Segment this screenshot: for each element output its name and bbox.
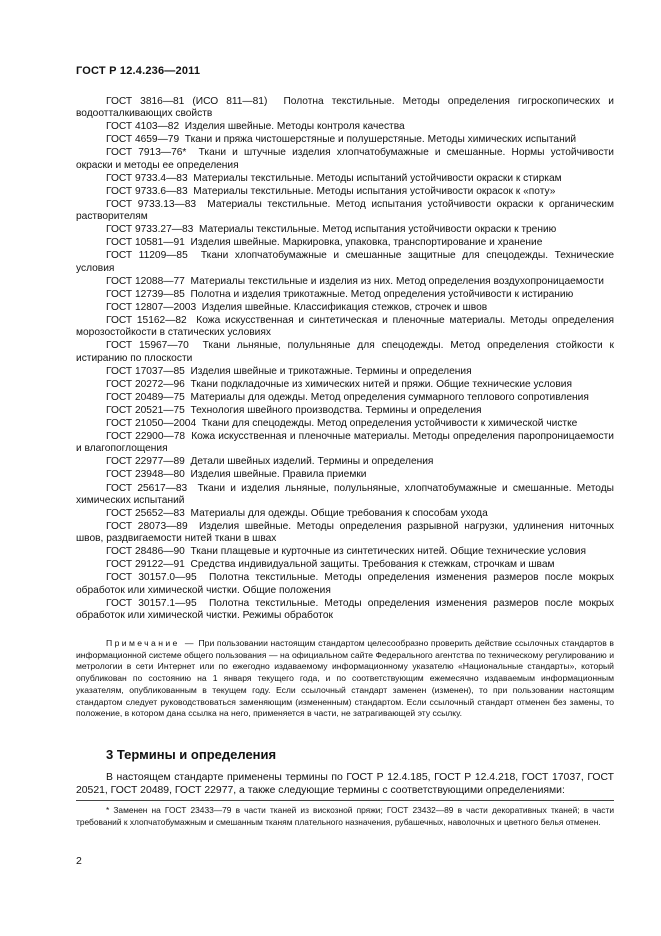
reference-item xyxy=(76,572,614,596)
reference-title: Ткани и штучные изделия хлопчатобумажные и смешанные. Нормы устойчивости окраски и методы ее определения xyxy=(76,147,614,171)
reference-item xyxy=(76,418,614,430)
reference-code: ГОСТ 25617—83 xyxy=(106,482,188,494)
reference-code: ГОСТ 29122—91 xyxy=(106,559,185,571)
reference-item xyxy=(76,598,614,622)
reference-title: Детали швейных изделий. Термины и определения xyxy=(190,456,434,468)
reference-title: Кожа искусственная и синтетическая и пленочные материалы. Методы определения морозостойкости в статических условиях xyxy=(76,315,614,339)
reference-code: ГОСТ 4659—79 xyxy=(106,134,180,146)
reference-item xyxy=(76,289,614,301)
reference-code: ГОСТ 9733.6—83 xyxy=(106,185,188,197)
reference-item xyxy=(76,508,614,520)
reference-title: Кожа искусственная и пленочные материалы. Методы определения паропроницаемости и влагопоглощения xyxy=(76,431,614,455)
reference-item xyxy=(76,250,614,274)
reference-item xyxy=(76,134,614,146)
note-text: При пользовании настоящим стандартом целесообразно проверить действие ссылочных стандартов в информационной системе общего пользования — на официальном сайте Федерального агентства по техническому регулированию и метрологии в сети Интернет или по ежегодно издаваемому информационному указателю «Национальные стандарты», который опубликован по состоянию на 1 января текущего года, и по соответствующим ежемесячно издаваемым информационным указателям, опубликованным в текущем году. Если ссылочный стандарт заменен (изменен), то при пользовании настоящим стандартом следует руководствоваться заменяющим (измененным) стандартом. Если ссылочный стандарт отменен без замены, то положение, в котором дана ссылка на него, применяется в части, не затрагивающей эту ссылку. xyxy=(76,638,614,719)
reference-item xyxy=(76,469,614,481)
reference-title: Изделия швейные. Правила приемки xyxy=(190,469,367,481)
reference-code: ГОСТ 28073—89 xyxy=(106,520,188,532)
reference-code: ГОСТ 20489—75 xyxy=(106,391,185,403)
reference-title: Материалы текстильные. Метод испытания устойчивости окраски к органическим растворителям xyxy=(76,198,614,223)
normative-references-list xyxy=(76,96,614,623)
reference-item xyxy=(76,405,614,417)
reference-title: Материалы текстильные и изделия из них. Метод определения воздухопроницаемости xyxy=(190,275,604,287)
reference-code: ГОСТ 9733.4—83 xyxy=(106,172,188,184)
reference-code: ГОСТ 11209—85 xyxy=(106,250,188,262)
reference-title: Полотна текстильные. Методы определения гигроскопических и водоотталкивающих свойств xyxy=(76,96,614,120)
reference-code: ГОСТ 12088—77 xyxy=(106,275,185,287)
reference-code: ГОСТ 7913—76* xyxy=(106,147,187,159)
reference-title: Ткани и пряжа чистошерстяные и полушерстяные. Методы химических испытаний xyxy=(184,134,577,146)
reference-code: ГОСТ 30157.0—95 xyxy=(106,572,197,584)
reference-title: Изделия швейные. Классификация стежков, строчек и швов xyxy=(201,301,488,313)
reference-title: Полотна и изделия трикотажные. Метод определения устойчивости к истиранию xyxy=(190,288,574,300)
note-paragraph xyxy=(76,638,614,720)
reference-code: ГОСТ 9733.27—83 xyxy=(106,224,194,236)
reference-title: Средства индивидуальной защиты. Требования к стежкам, строчкам и швам xyxy=(190,559,555,571)
reference-item xyxy=(76,96,614,120)
reference-code: ГОСТ 10581—91 xyxy=(106,237,185,249)
reference-title: Технология швейного производства. Термины и определения xyxy=(190,404,482,416)
reference-title: Материалы текстильные. Методы испытания устойчивости окрасок к «поту» xyxy=(193,185,556,197)
footnote-divider xyxy=(76,800,614,801)
reference-item xyxy=(76,147,614,171)
reference-item xyxy=(76,121,614,133)
reference-code: ГОСТ 12739—85 xyxy=(106,288,185,300)
reference-code: ГОСТ 3816—81 (ИСО 811—81) xyxy=(106,96,268,107)
reference-title: Ткани льняные, полульняные для спецодежды. Метод определения стойкости к истиранию по плоскости xyxy=(76,340,614,364)
reference-code: ГОСТ 23948—80 xyxy=(106,469,185,481)
reference-title: Ткани для спецодежды. Метод определения устойчивости к химической чистке xyxy=(201,418,578,429)
reference-item xyxy=(76,366,614,378)
reference-title: Материалы для одежды. Метод определения суммарного теплового сопротивления xyxy=(190,391,589,403)
reference-title: Ткани и изделия льняные, полульняные, хлопчатобумажные и смешанные. Методы химических испытаний xyxy=(76,482,614,506)
reference-title: Полотна текстильные. Методы определения изменения размеров после мокрых обработок или химической чистки. Общие положения xyxy=(76,572,614,596)
reference-code: ГОСТ 20521—75 xyxy=(106,404,185,416)
reference-title: Материалы текстильные. Методы испытаний устойчивости окраски к стиркам xyxy=(193,172,562,184)
reference-title: Ткани подкладочные из химических нитей и пряжи. Общие технические условия xyxy=(190,378,572,390)
reference-code: ГОСТ 17037—85 xyxy=(106,365,185,377)
reference-code: ГОСТ 15967—70 xyxy=(106,340,189,352)
reference-item xyxy=(76,379,614,391)
reference-item xyxy=(76,276,614,288)
reference-item xyxy=(76,173,614,185)
reference-item xyxy=(76,521,614,545)
reference-code: ГОСТ 22977—89 xyxy=(106,456,185,468)
reference-item xyxy=(76,237,614,249)
reference-item xyxy=(76,199,614,223)
reference-title: Изделия швейные. Методы определения разрывной нагрузки, удлинения ниточных швов, раздвигаемости нитей ткани в швах xyxy=(76,520,614,545)
reference-code: ГОСТ 22900—78 xyxy=(106,431,186,443)
reference-title: Изделия швейные. Методы контроля качества xyxy=(184,121,405,133)
reference-code: ГОСТ 30157.1—95 xyxy=(106,597,197,609)
reference-item xyxy=(76,224,614,236)
reference-title: Ткани хлопчатобумажные и смешанные защитные для спецодежды. Технические условия xyxy=(76,250,614,274)
reference-title: Материалы для одежды. Общие требования к способам ухода xyxy=(190,507,488,519)
reference-code: ГОСТ 9733.13—83 xyxy=(106,198,197,210)
reference-title: Материалы текстильные. Метод испытания устойчивости окраски к трению xyxy=(198,224,557,236)
reference-item xyxy=(76,186,614,198)
reference-item xyxy=(76,546,614,558)
page-number: 2 xyxy=(76,855,82,867)
footnote: * Заменен на ГОСТ 23433—79 в части тканей из вискозной пряжи; ГОСТ 23432—89 в части декоративных тканей; в части требований к хлопчатобумажным и смешанным тканям плательного назначения, рубашечных, наволочных и цветного белья отменен. xyxy=(76,805,614,827)
reference-item xyxy=(76,431,614,455)
reference-code: ГОСТ 4103—82 xyxy=(106,121,180,133)
reference-code: ГОСТ 12807—2003 xyxy=(106,301,197,313)
reference-code: ГОСТ 20272—96 xyxy=(106,378,185,390)
reference-item xyxy=(76,302,614,314)
reference-title: Ткани плащевые и курточные из синтетических нитей. Общие технические условия xyxy=(190,546,587,558)
reference-code: ГОСТ 28486—90 xyxy=(106,546,185,558)
reference-title: Изделия швейные и трикотажные. Термины и определения xyxy=(190,365,472,377)
reference-item xyxy=(76,456,614,468)
document-header: ГОСТ Р 12.4.236—2011 xyxy=(76,65,201,77)
reference-title: Изделия швейные. Маркировка, упаковка, транспортирование и хранение xyxy=(190,237,543,249)
reference-code: ГОСТ 15162—82 xyxy=(106,315,187,327)
reference-title: Полотна текстильные. Методы определения изменения размеров после мокрых обработок или химической чистки. Режимы обработок xyxy=(76,597,614,621)
reference-item xyxy=(76,559,614,571)
reference-item xyxy=(76,483,614,507)
reference-item xyxy=(76,392,614,404)
reference-code: ГОСТ 25652—83 xyxy=(106,507,185,519)
reference-item xyxy=(76,315,614,339)
reference-code: ГОСТ 21050—2004 xyxy=(106,418,197,429)
section-body: В настоящем стандарте применены термины по ГОСТ Р 12.4.185, ГОСТ Р 12.4.218, ГОСТ 17037, ГОСТ 20521, ГОСТ 20489, ГОСТ 22977, а также следующие термины с соответствующими определениями: xyxy=(76,772,614,796)
reference-item xyxy=(76,340,614,364)
section-title: 3 Термины и определения xyxy=(106,747,277,762)
note-lead: Примечание — xyxy=(106,638,196,648)
